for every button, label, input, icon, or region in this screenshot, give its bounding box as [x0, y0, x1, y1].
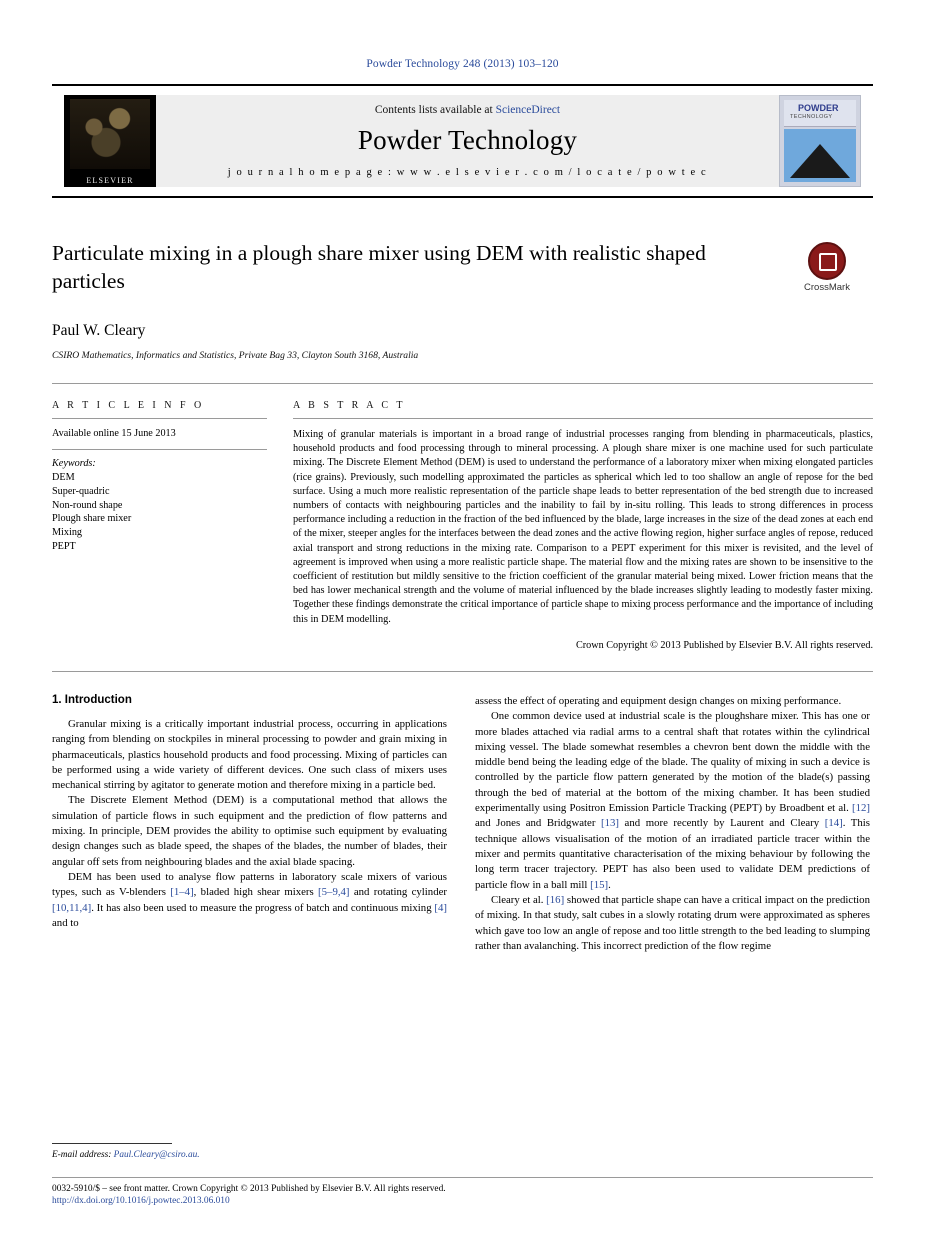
abstract-text: Mixing of granular materials is important in a broad range of industrial processes ranging from blending in pharmaceuticals, plastics, household products and food processing through to mineral processing. A plough share mixer is one machine used for such particulate mixing. The Discrete Element Method (DEM) is used to understand the performance of a laboratory mixer when mixing elongated particles (rice grains). Previously, such modelling approximated the particles as spherical which led to too shallow an angle of repose for the bed surface. Using a much more realistic representation of the particle shape leads to better representation of the bed strength due to increased numbers of contacts with neighbouring particles and the inability to fail by in-situ rolling. This leads to strong differences in process performance including a reduction in the fraction of the bed influenced by the blade, large increases in the size of the dead zones at each end of the mixer, steeper angles for the interfaces between the dead zones and the active flowing region, higher surface angles of repose, reduced axial transport and strong reductions in the mixing rate. Comparison to a PEPT experiment for this mixer is revisited, and the level of agreement is improved when using a more realistic particle shape. The material flow and the mixing rates are shown to be insensitive to the coefficient of restitution but mildly sensitive to the friction coefficient of the granular material being mixed. Lower friction means that the bed has lower mechanical strength and the volume of material influenced by the blade increases slightly leading to modestly faster mixing. Together these findings demonstrate the critical importance of particle shape to mixing process performance and the importance of including this in DEM modelling.: [293, 429, 873, 625]
authors: Paul W. Cleary: [52, 322, 146, 339]
cover-subtitle: TECHNOLOGY: [790, 114, 833, 120]
citation-link[interactable]: [10,11,4]: [52, 901, 92, 914]
paragraph: Granular mixing is a critically important industrial process, occurring in applications ranging from blending on stockpiles in mineral processing to powder and grain mixing in pharmaceuticals, plastics household products and food processing. Mixing of particles can be performed using a wide variety of different devices. One such class of mixers uses mechanical stirring by agitator to generate motion and therefore mixing in a particle bed.: [52, 717, 447, 792]
keyword-item: PEPT: [52, 540, 76, 552]
journal-masthead: [52, 84, 873, 198]
section-title-introduction: 1. Introduction: [52, 693, 132, 706]
affiliation: CSIRO Mathematics, Informatics and Statistics, Private Bag 33, Clayton South 3168, Australia: [52, 350, 419, 361]
page-footer: [52, 1177, 873, 1206]
footnote-divider: [52, 1143, 172, 1144]
paragraph: DEM has been used to analyse flow patterns in laboratory scale mixers of various types, such as V-blenders [1–4], bladed high shear mixers [5–9,4] and rotating cylinder [10,11,4]. It has also been used to measure the progress of batch and continuous mixing [4] and to: [52, 871, 447, 930]
abstract-copyright: Crown Copyright © 2013 Published by Elsevier B.V. All rights reserved.: [575, 639, 873, 651]
paragraph: Cleary et al. [16] showed that particle shape can have a critical impact on the prediction of mixing. In that study, salt cubes in a slowly rotating drum were approximated as spheres which gave too low an angle of repose and too little strength to the bed leading to slumping rather than avalanching. This incorrect prediction of the flow regime: [475, 894, 870, 953]
journal-cover-thumbnail: [779, 95, 861, 187]
info-divider-mid: [52, 449, 267, 450]
cover-triangle-shape: [790, 144, 850, 178]
masthead-center: [156, 95, 779, 187]
crossmark-label: CrossMark: [804, 282, 850, 293]
citation-link[interactable]: [5–9,4]: [318, 886, 350, 899]
crossmark-icon: [808, 242, 846, 280]
elsevier-tree-icon: [70, 99, 150, 169]
keyword-item: DEM: [52, 472, 75, 483]
abstract-heading: A B S T R A C T: [293, 400, 406, 411]
cover-image: [784, 129, 856, 182]
citation-link[interactable]: [16]: [546, 894, 565, 907]
abstract-column: [293, 400, 873, 651]
journal-citation: Powder Technology 248 (2013) 103–120: [366, 58, 559, 70]
cover-title: POWDER: [798, 103, 839, 113]
keyword-item: Non-round shape: [52, 499, 123, 511]
citation-link[interactable]: [1–4]: [170, 886, 194, 899]
keyword-item: Mixing: [52, 527, 83, 539]
citation-link[interactable]: [4]: [434, 901, 447, 914]
keywords-label: Keywords:: [52, 458, 96, 469]
footnote: [52, 1143, 447, 1160]
email-link[interactable]: Paul.Cleary@csiro.au.: [113, 1150, 200, 1160]
article-history: Available online 15 June 2013: [52, 428, 176, 439]
footer-copyright: 0032-5910/$ – see front matter. Crown Copyright © 2013 Published by Elsevier B.V. All rights reserved.: [52, 1184, 446, 1194]
footnote-text: [52, 1150, 447, 1160]
keyword-item: Super-quadric: [52, 485, 110, 497]
paragraph: The Discrete Element Method (DEM) is a computational method that allows the simulation of particle flows in such equipment and the prediction of flow patterns and mixing. In principle, DEM provides the ability to optimise such equipment by evaluating design changes such as blade speed, the shapes of the blades, the number of blades, their angular off sets from neighbouring blades and the axial blade spacing.: [52, 794, 447, 868]
paragraph: One common device used at industrial scale is the ploughshare mixer. This has one or more blades attached via radial arms to a central shaft that rotates within the cylindrical mixing vessel. The blade somewhat resembles a chevron bent down the middle with the middle bend being the leading edge of the blade. The quality of mixing in such a device is controlled by the particle flow pattern generated by the motion of the blade(s) passing through the bed of material at the bottom of the mixing chamber. It has been studied experimentally using Positron Emission Particle Tracking (PEPT) by Broadbent et al. [12] and Jones and Bridgwater [13] and more recently by Laurent and Cleary [14]. This technique allows visualisation of the motion of an irradiated particle tracer within the mixer and permits quantitative characterisation of the mixing behaviour by following the long term tracer trajectory. PEPT has also been used to validate DEM predictions of particle flow in a ball mill [15].: [475, 710, 870, 891]
sciencedirect-link[interactable]: ScienceDirect: [495, 104, 561, 116]
info-divider-top: [52, 418, 267, 419]
info-abstract-section: [52, 400, 873, 651]
elsevier-logo: [64, 95, 156, 187]
citation-link[interactable]: [15]: [590, 878, 609, 891]
contents-prefix: Contents lists available at: [374, 104, 493, 116]
keyword-item: Plough share mixer: [52, 513, 132, 525]
crossmark-badge[interactable]: [781, 242, 873, 293]
body-column-left: [52, 694, 447, 955]
footer-doi-link[interactable]: http://dx.doi.org/10.1016/j.powtec.2013.06.010: [52, 1196, 230, 1206]
paragraph: assess the effect of operating and equipment design changes on mixing performance.: [475, 694, 842, 707]
citation-link[interactable]: [14]: [824, 817, 843, 830]
footer-divider: [52, 1177, 873, 1178]
article-info-column: [52, 400, 293, 651]
citation-link[interactable]: [12]: [852, 802, 870, 815]
abstract-divider: [293, 418, 873, 419]
article-info-heading: A R T I C L E I N F O: [52, 400, 205, 411]
divider-after-affiliation: [52, 383, 873, 384]
title-block: [52, 240, 873, 300]
journal-homepage[interactable]: j o u r n a l h o m e p a g e : w w w . e l s e v i e r . c o m / l o c a t e / p o w t e c: [227, 167, 708, 178]
contents-line: [375, 104, 560, 116]
elsevier-wordmark: ELSEVIER: [86, 176, 134, 185]
divider-after-abstract: [52, 671, 873, 672]
body-columns: [52, 694, 873, 955]
body-column-right: [475, 694, 870, 955]
citation-link[interactable]: [13]: [600, 817, 619, 830]
journal-title: Powder Technology: [357, 125, 578, 155]
email-label: E-mail address:: [52, 1150, 112, 1160]
page-title: Particulate mixing in a plough share mixer using DEM with realistic shaped particles: [52, 241, 706, 293]
